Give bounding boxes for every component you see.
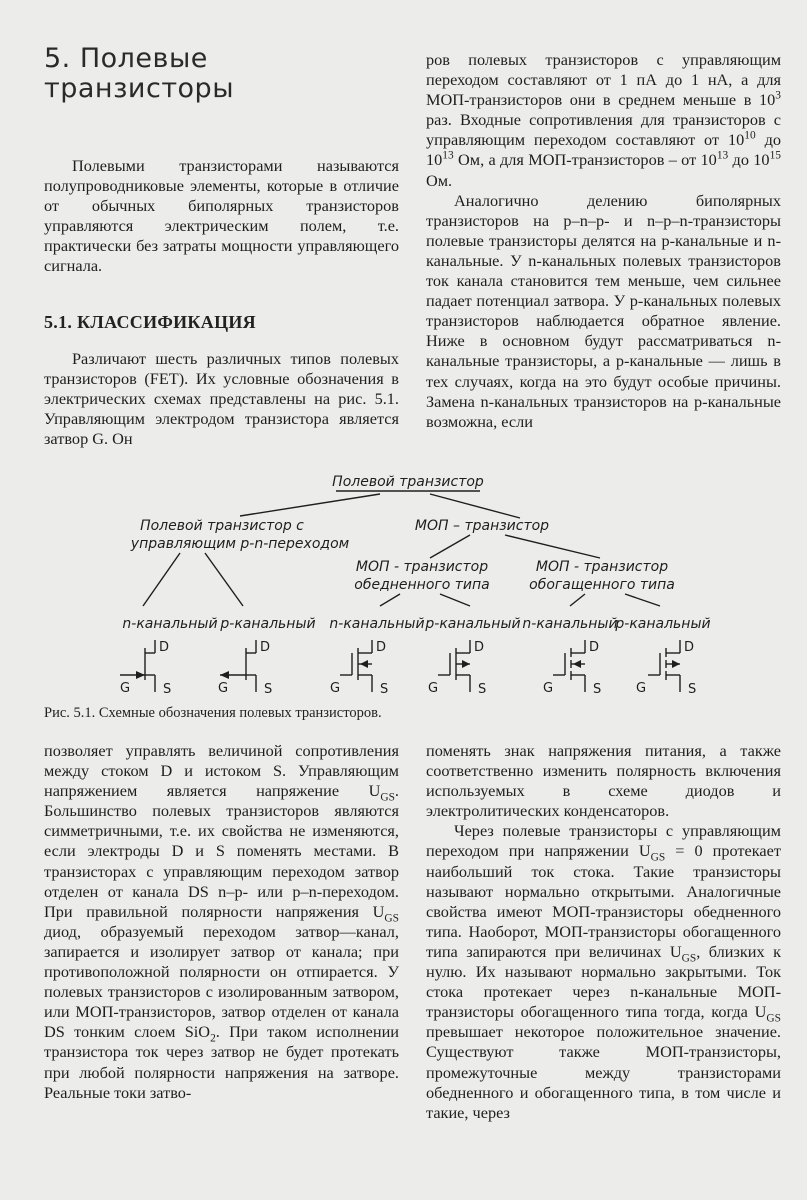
right-top-paragraph-2: Аналогично делению биполярных транзисторов на p–n–p- и n–p–n-транзисторы полевые транзисторы делятся на p-канальные и n-канальные. У n-канальных полевых транзисторов ток канала становится тем меньше, чем сильнее падает потенциал затвора. У p-канальных полевых транзисторов наблюдается обратное явление. Ниже в основном будут рассматриваться n-канальные транзисторы, а p-канальные — лишь в тех случаях, когда на это будут особые причины. Замена n-канальных транзисторов на p-канальные возможна, если: [426, 190, 781, 431]
fet-classification-diagram: [0, 460, 807, 705]
jfet-n-label: n-канальный: [122, 616, 218, 632]
svg-text:S: S: [593, 682, 602, 697]
svg-text:G: G: [218, 681, 229, 696]
svg-text:D: D: [260, 640, 271, 655]
mosfet-depl-n-symbol: [330, 640, 388, 697]
jfet-label-2: управляющим p-n-переходом: [130, 536, 350, 552]
section-heading: 5.1. КЛАССИФИКАЦИЯ: [44, 312, 256, 332]
svg-text:G: G: [428, 681, 439, 696]
svg-text:S: S: [688, 682, 697, 697]
jfet-p-symbol: [218, 640, 272, 697]
branch-enh-p: [625, 594, 660, 606]
svg-text:D: D: [589, 640, 600, 655]
mosfet-depl-p-symbol: [428, 640, 486, 697]
depletion-label-1: МОП - транзистор: [355, 559, 489, 575]
svg-text:G: G: [543, 681, 554, 696]
svg-text:D: D: [684, 640, 695, 655]
mosfet-label: МОП – транзистор: [414, 518, 550, 534]
branch-root-jfet: [240, 494, 380, 516]
depletion-label-2: обедненного типа: [354, 577, 490, 593]
depl-n-label: n-канальный: [329, 616, 425, 632]
enhancement-label-1: МОП - транзистор: [535, 559, 669, 575]
branch-mosfet-depletion: [430, 535, 470, 558]
branch-jfet-n: [143, 553, 180, 606]
svg-text:G: G: [330, 681, 341, 696]
jfet-label-1: Полевой транзистор с: [140, 518, 304, 534]
branch-depl-n: [380, 594, 400, 606]
root-label: Полевой транзистор: [332, 474, 484, 490]
branch-root-mosfet: [430, 494, 520, 518]
depl-p-label: p-канальный: [425, 616, 521, 632]
svg-text:D: D: [376, 640, 387, 655]
branch-enh-n: [570, 594, 585, 606]
left-bottom-column: [44, 741, 399, 1103]
jfet-n-symbol: [120, 640, 171, 697]
enhancement-label-2: обогащенного типа: [529, 577, 675, 593]
right-top-paragraph-1: ров полевых транзисторов с управляющим переходом составляют от 1 пА до 1 нА, а для МОП-транзисторов они в среднем меньше в $10^3$ раз. Входные сопротивления для транзисторов с управляющим переходом составляют от $10^{10}$ до $10^{13}$ Ом, а для МОП-транзисторов – от $10^{13}$ до $10^{15}$ Ом.: [426, 50, 781, 190]
right-bottom-paragraph-2: Через полевые транзисторы с управляющим переходом при напряжении $U_{GS} = 0$ протекает наибольший ток стока. Такие транзисторы называют нормально открытыми. Аналогичные свойства имеют МОП-транзисторы обедненного типа. Наоборот, МОП-транзисторы обогащенного типа запираются при величинах $U_{GS}$, близких к нулю. Их называют нормально закрытыми. Ток стока протекает через n-канальные МОП-транзисторы обогащенного типа тогда, когда $U_{GS}$ превышает некоторое положительное значение. Существуют также МОП-транзисторы, промежуточные между транзисторами обедненного и обогащенного типа, в том числе и такие, через: [426, 821, 781, 1122]
mosfet-enh-n-symbol: [543, 640, 601, 697]
mosfet-enh-p-symbol: [636, 640, 696, 697]
svg-text:D: D: [159, 640, 170, 655]
svg-text:S: S: [380, 682, 389, 697]
right-bottom-paragraph-1: поменять знак напряжения питания, а также соответственно изменить полярность включения используемых в схеме диодов и электролитических конденсаторов.: [426, 741, 781, 821]
figure-caption: Рис. 5.1. Схемные обозначения полевых транзисторов.: [44, 705, 382, 721]
svg-text:S: S: [163, 682, 172, 697]
intro-paragraph: Полевыми транзисторами называются полупроводниковые элементы, которые в отличие от обычных биполярных транзисторов управляются электрическим полем, т.е. практически без затраты мощности управляющего сигнала.: [44, 156, 399, 276]
svg-text:D: D: [474, 640, 485, 655]
svg-text:S: S: [264, 682, 273, 697]
intro-block: [44, 156, 399, 277]
svg-text:S: S: [478, 682, 487, 697]
branch-depl-p: [440, 594, 470, 606]
svg-text:G: G: [636, 681, 647, 696]
branch-mosfet-enhancement: [505, 535, 600, 558]
branch-jfet-p: [205, 553, 243, 606]
right-bottom-column: [426, 741, 781, 1123]
left-bottom-paragraph: позволяет управлять величиной сопротивления между стоком D и истоком S. Управляющим напряжением является напряжение $U_{GS}$. Большинство полевых транзисторов являются симметричными, т.е. их свойства не изменяются, если электроды D и S поменять местами. В транзисторах с управляющим переходом затвор отделен от канала DS n–p- или p–n-переходом. При правильной полярности напряжения $U_{GS}$ диод, образуемый переходом затвор—канал, запирается и изолирует затвор от канала; при противоположной полярности он отпирается. У полевых транзисторов с изолированным затвором, или МОП-транзисторов, затвор отделен от канала DS тонким слоем SiO$_2$. При таком исполнении транзистора ток через затвор не будет протекать при любой полярности напряжения на затворе. Реальные токи затво-: [44, 741, 399, 1102]
left-top-paragraph: Различают шесть различных типов полевых транзисторов (FET). Их условные обозначения в электрических схемах представлены на рис. 5.1. Управляющим электродом транзистора является затвор G. Он: [44, 349, 399, 449]
enh-n-label: n-канальный: [522, 616, 618, 632]
chapter-title: 5. Полевые транзисторы: [44, 43, 235, 104]
svg-text:G: G: [120, 681, 131, 696]
left-top-column: [44, 349, 399, 449]
right-top-column: [426, 50, 781, 432]
jfet-p-label: p-канальный: [220, 616, 316, 632]
enh-p-label: p-канальный: [615, 616, 711, 632]
